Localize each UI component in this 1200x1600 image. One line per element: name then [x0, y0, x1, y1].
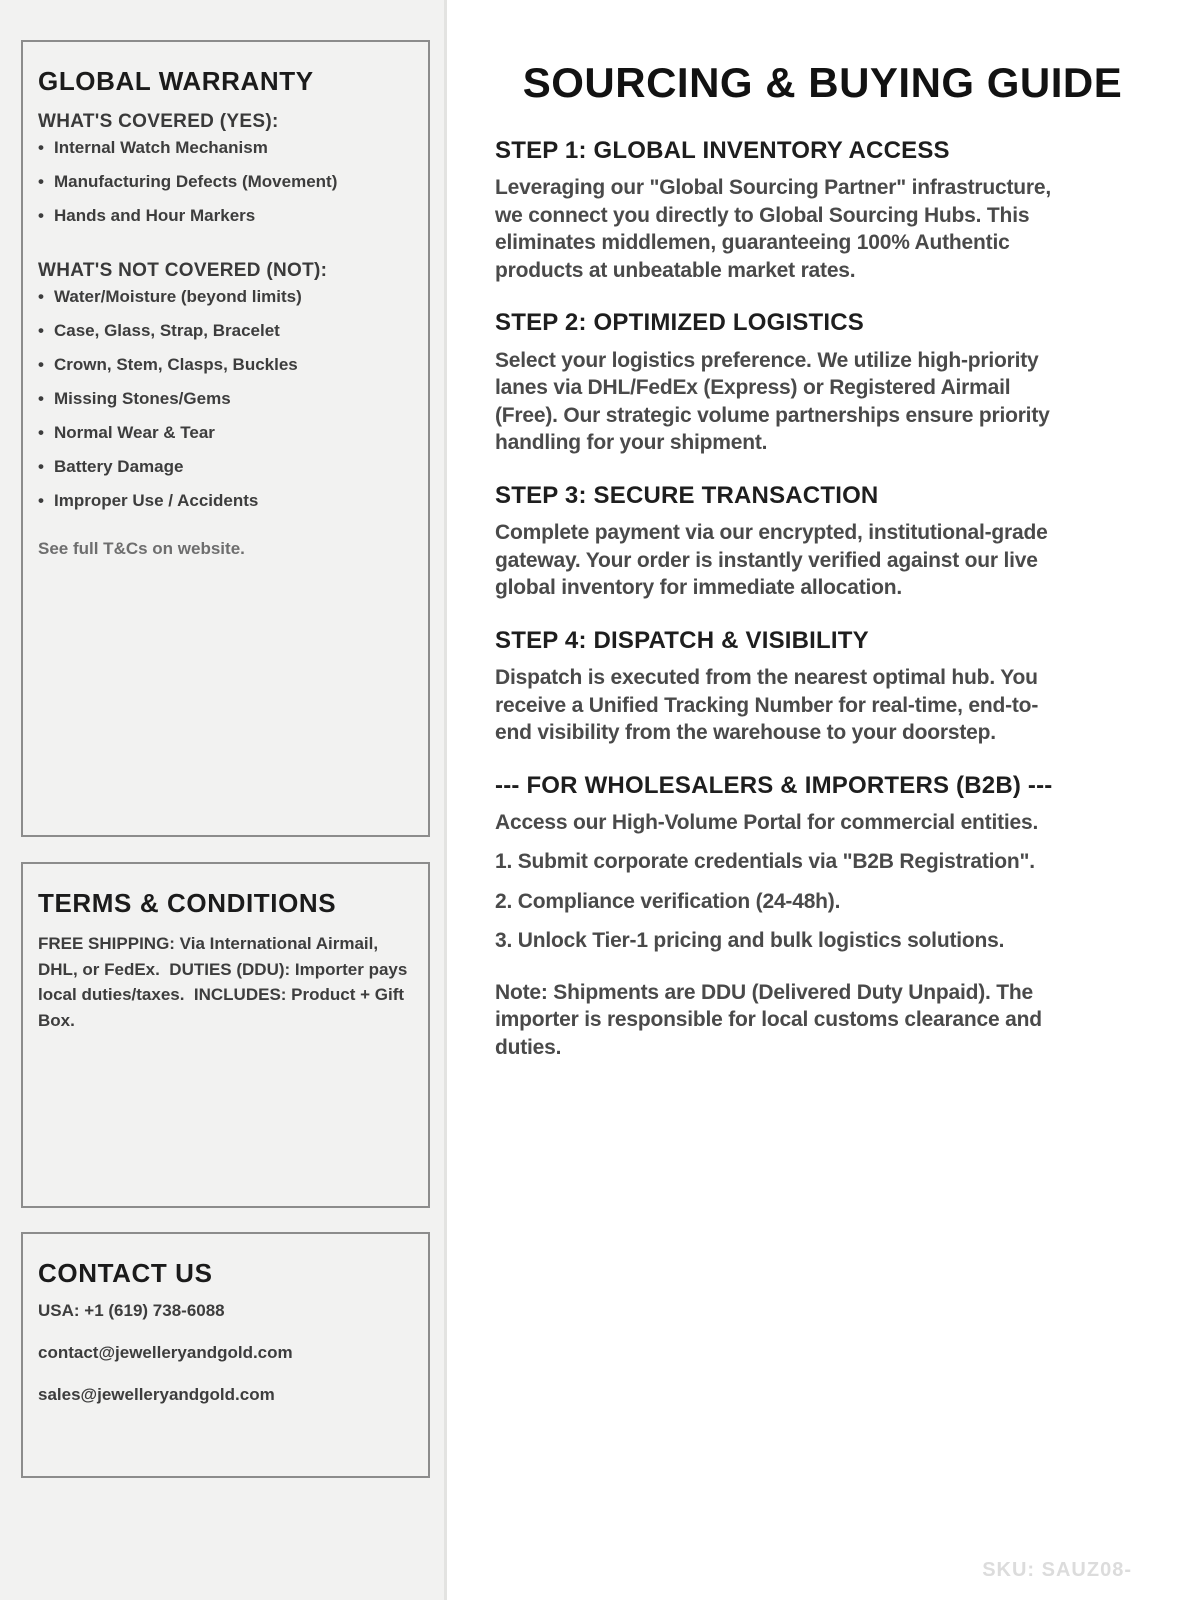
contact-box	[21, 1232, 430, 1478]
b2b-note: Note: Shipments are DDU (Delivered Duty Unpaid). The importer is responsible for local customs clearance and duties.	[495, 980, 1042, 1059]
step-section-1	[495, 138, 1150, 284]
step-heading: STEP 1: GLOBAL INVENTORY ACCESS	[495, 137, 950, 164]
list-item: • Hands and Hour Markers	[38, 207, 413, 224]
step-heading: STEP 4: DISPATCH & VISIBILITY	[495, 626, 869, 654]
sidebar	[0, 0, 447, 1600]
list-item: • Normal Wear & Tear	[38, 424, 413, 441]
b2b-heading: --- FOR WHOLESALERS & IMPORTERS (B2B) ---	[495, 771, 1053, 799]
contact-title: CONTACT US	[38, 1258, 213, 1288]
list-item: • Battery Damage	[38, 458, 413, 475]
list-item: • Missing Stones/Gems	[38, 390, 413, 407]
step-body: Leveraging our "Global Sourcing Partner" infrastructure, we connect you directly to Global Sourcing Hubs. This eliminates middlemen, guaranteeing 100% Authentic products at unbeatable market rates.	[495, 176, 1051, 282]
step-section-2	[495, 310, 1150, 456]
step-section-3	[495, 483, 1150, 602]
b2b-item: 1. Submit corporate credentials via "B2B Registration".	[495, 850, 1035, 874]
step-heading: STEP 3: SECURE TRANSACTION	[495, 481, 879, 509]
contact-phone: USA: +1 (619) 738-6088	[38, 1301, 225, 1320]
contact-email-sales: sales@jewelleryandgold.com	[38, 1385, 275, 1404]
not-covered-list	[38, 288, 413, 509]
not-covered-heading: WHAT'S NOT COVERED (NOT):	[38, 260, 328, 281]
step-body: Dispatch is executed from the nearest optimal hub. You receive a Unified Tracking Number for real-time, end-to-end visibility from the warehouse to your doorstep.	[495, 666, 1039, 745]
b2b-section	[495, 773, 1150, 1062]
contact-email-primary: contact@jewelleryandgold.com	[38, 1343, 293, 1362]
b2b-item: 3. Unlock Tier-1 pricing and bulk logistics solutions.	[495, 929, 1005, 953]
sku-label: SKU: SAUZ08-	[982, 1559, 1132, 1581]
terms-box	[21, 862, 430, 1208]
list-item: • Manufacturing Defects (Movement)	[38, 173, 413, 190]
terms-title: TERMS & CONDITIONS	[38, 888, 337, 918]
covered-heading: WHAT'S COVERED (YES):	[38, 111, 279, 132]
step-heading: STEP 2: OPTIMIZED LOGISTICS	[495, 309, 864, 337]
list-item: • Crown, Stem, Clasps, Buckles	[38, 356, 413, 373]
page-title: SOURCING & BUYING GUIDE	[522, 59, 1123, 106]
b2b-intro: Access our High-Volume Portal for commercial entities.	[495, 810, 1039, 834]
list-item: • Internal Watch Mechanism	[38, 139, 413, 156]
warranty-footnote: See full T&Cs on website.	[38, 539, 245, 558]
b2b-item: 2. Compliance verification (24-48h).	[495, 889, 841, 913]
terms-body: FREE SHIPPING: Via International Airmail, DHL, or FedEx. DUTIES (DDU): Importer pays local duties/taxes. INCLUDES: Product + Gift Box.	[38, 934, 413, 1030]
warranty-title: GLOBAL WARRANTY	[38, 66, 314, 96]
list-item: • Improper Use / Accidents	[38, 492, 413, 509]
step-body: Select your logistics preference. We utilize high-priority lanes via DHL/FedEx (Express) or Registered Airmail (Free). Our strategic volume partnerships ensure priority handling for your shipment.	[495, 348, 1050, 455]
list-item: • Case, Glass, Strap, Bracelet	[38, 322, 413, 339]
step-section-4	[495, 628, 1150, 747]
main-content	[450, 0, 1200, 1600]
covered-list	[38, 139, 413, 224]
step-body: Complete payment via our encrypted, institutional-grade gateway. Your order is instantly verified against our live global inventory for immediate allocation.	[495, 521, 1048, 600]
warranty-box	[21, 40, 430, 837]
list-item: • Water/Moisture (beyond limits)	[38, 288, 413, 305]
